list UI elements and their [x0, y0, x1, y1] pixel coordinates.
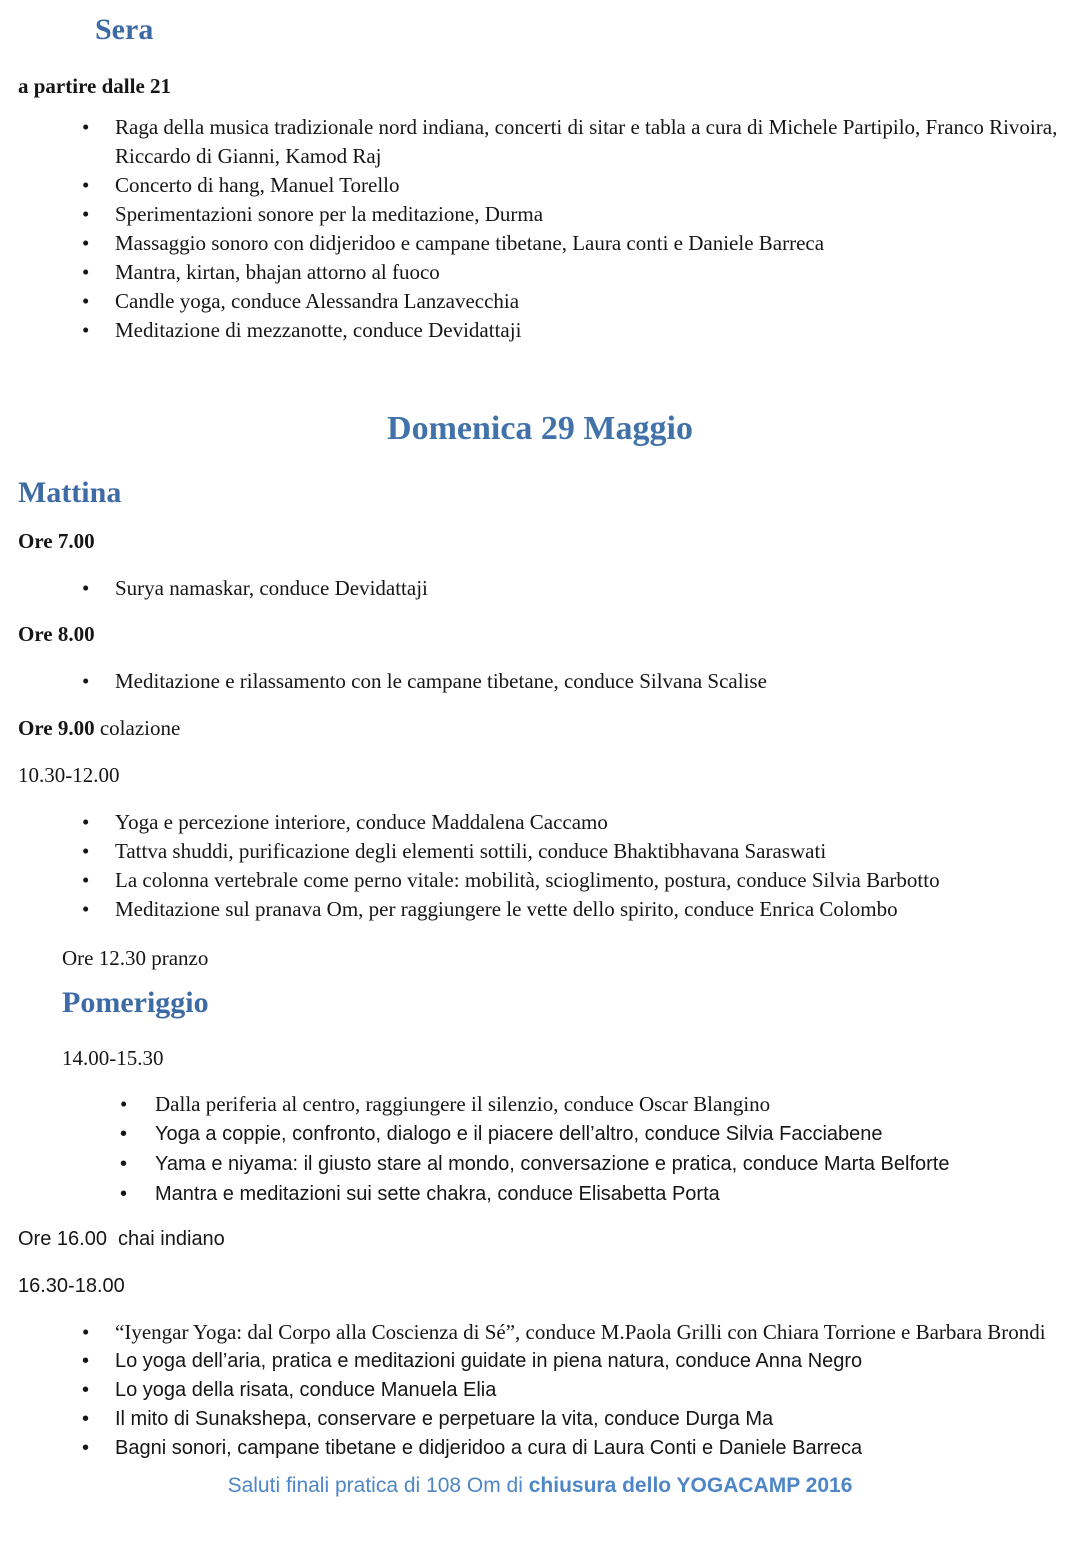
closing-note-regular: Saluti finali pratica di 108 Om di [227, 1474, 529, 1497]
list-item: • Massaggio sonoro con didjeridoo e campane tibetane, Laura conti e Daniele Barreca [80, 229, 1062, 258]
ore-9-note: colazione [94, 716, 181, 740]
list-item: • Il mito di Sunakshepa, conservare e perpetuare la vita, conduce Durga Ma [80, 1405, 1062, 1434]
ore-9-time: Ore 9.00 [18, 716, 95, 740]
sunday-title: Domenica 29 Maggio [387, 410, 693, 447]
slot-1030-list [80, 808, 1062, 924]
closing-note [18, 1471, 1062, 1501]
pomeriggio-heading: Pomeriggio [62, 986, 209, 1019]
closing-note-bold: chiusura dello YOGACAMP 2016 [528, 1474, 853, 1497]
list-item: • Surya namaskar, conduce Devidattaji [80, 574, 1062, 603]
list-item: • Sperimentazioni sonore per la meditazione, Durma [80, 200, 1062, 229]
list-item: • Bagni sonori, campane tibetane e didjeridoo a cura di Laura Conti e Daniele Barreca [80, 1434, 1062, 1463]
ore-8-list [80, 667, 1062, 696]
slot-1630-label: 16.30-18.00 [18, 1275, 125, 1297]
ore-8-label: Ore 8.00 [18, 622, 95, 646]
list-item: • Mantra e meditazioni sui sette chakra, conduce Elisabetta Porta [118, 1179, 1062, 1209]
list-item: • Concerto di hang, Manuel Torello [80, 171, 1062, 200]
ore-1230-label: Ore 12.30 pranzo [62, 946, 209, 970]
slot-1030-label: 10.30-12.00 [18, 763, 120, 787]
list-item: • Meditazione sul pranava Om, per raggiungere le vette dello spirito, conduce Enrica Colombo [80, 895, 1062, 924]
ore-9-label [18, 714, 1062, 743]
ore-7-label: Ore 7.00 [18, 529, 95, 553]
list-item: • Mantra, kirtan, bhajan attorno al fuoco [80, 258, 1062, 287]
list-item: • Candle yoga, conduce Alessandra Lanzavecchia [80, 287, 1062, 316]
list-item: • Yama e niyama: il giusto stare al mondo, conversazione e pratica, conduce Marta Belforte [118, 1149, 1062, 1179]
list-item: • Lo yoga della risata, conduce Manuela Elia [80, 1376, 1062, 1405]
evening-activity-list [80, 113, 1062, 345]
mattina-heading: Mattina [18, 476, 122, 509]
list-item: • La colonna vertebrale come perno vitale: mobilità, scioglimento, postura, conduce Silvia Barbotto [80, 866, 1062, 895]
list-item: • Tattva shuddi, purificazione degli elementi sottili, conduce Bhaktibhavana Saraswati [80, 837, 1062, 866]
slot-1400-label: 14.00-15.30 [62, 1046, 164, 1070]
ore-7-list [80, 574, 1062, 603]
list-item: • Meditazione di mezzanotte, conduce Devidattaji [80, 316, 1062, 345]
slot-1630-list [80, 1318, 1062, 1463]
ore-16-label: Ore 16.00 chai indiano [18, 1228, 225, 1250]
list-item: • Yoga e percezione interiore, conduce Maddalena Caccamo [80, 808, 1062, 837]
list-item: • “Iyengar Yoga: dal Corpo alla Coscienza di Sé”, conduce M.Paola Grilli con Chiara Torrione e Barbara Brondi [80, 1318, 1062, 1347]
list-item: • Yoga a coppie, confronto, dialogo e il piacere dell’altro, conduce Silvia Facciabene [118, 1119, 1062, 1149]
sera-heading: Sera [95, 13, 154, 46]
list-item: • Lo yoga dell’aria, pratica e meditazioni guidate in piena natura, conduce Anna Negro [80, 1347, 1062, 1376]
list-item: • Raga della musica tradizionale nord indiana, concerti di sitar e tabla a cura di Michele Partipilo, Franco Rivoira, Riccardo di Gianni, Kamod Raj [80, 113, 1062, 171]
slot-1400-list [118, 1090, 1062, 1209]
list-item: • Dalla periferia al centro, raggiungere il silenzio, conduce Oscar Blangino [118, 1090, 1062, 1119]
evening-start-note: a partire dalle 21 [18, 74, 172, 98]
list-item: • Meditazione e rilassamento con le campane tibetane, conduce Silvana Scalise [80, 667, 1062, 696]
